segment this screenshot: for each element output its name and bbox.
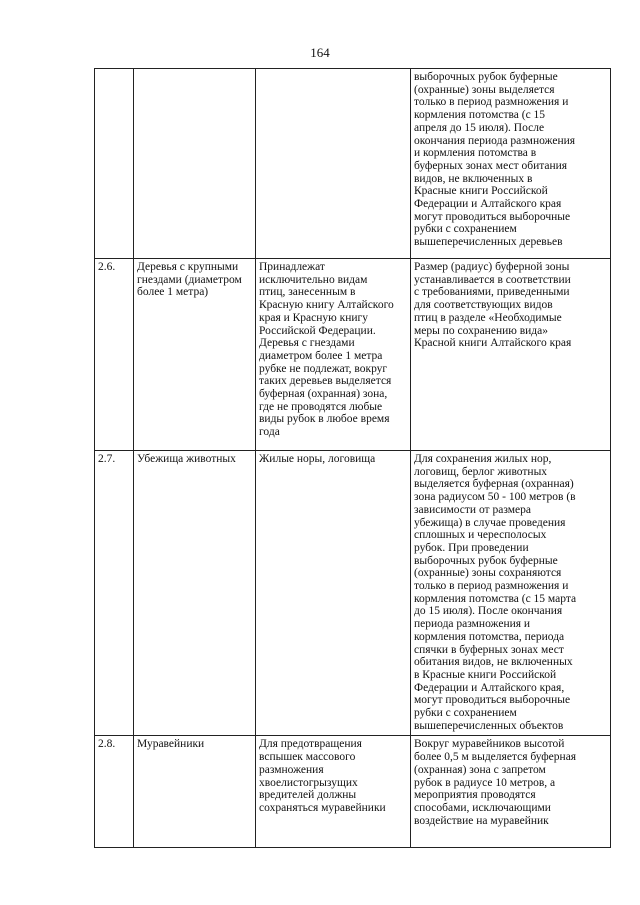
reason-text: Жилые норы, логовища xyxy=(259,453,376,465)
reason-text: Принадлежат исключительно видам птиц, занесенным в Красную книгу Алтайского края и Красную книгу Российской Федерации. Деревья с гнездами диаметром более 1 метра рубке не подлежат, вокруг таких деревьев выделяется буферная (охранная) зона, где не проводятся любые виды рубок в любое время года xyxy=(259,261,394,439)
row-number-cell xyxy=(95,736,134,848)
table-row xyxy=(95,451,611,736)
requirement-cell xyxy=(411,69,611,259)
reason-cell xyxy=(256,259,411,451)
protection-table xyxy=(94,68,611,848)
object-text: Муравейники xyxy=(137,738,205,751)
requirement-text: Размер (радиус) буферной зоны устанавливается в соответствии с требованиями, приведенными для соответствующих видов птиц в разделе «Необходимые меры по сохранению вида» Красной книги Алтайского края xyxy=(414,261,572,350)
object-text: Деревья с крупными гнездами (диаметром более 1 метра) xyxy=(137,261,242,299)
reason-cell xyxy=(256,69,411,259)
row-number: 2.7. xyxy=(98,453,116,465)
table-row xyxy=(95,69,611,259)
reason-cell xyxy=(256,736,411,848)
object-text: Убежища животных xyxy=(137,453,236,465)
requirement-cell xyxy=(411,736,611,848)
row-number: 2.6. xyxy=(98,261,116,273)
object-cell xyxy=(134,69,256,259)
row-number-cell xyxy=(95,69,134,259)
requirement-cell xyxy=(411,259,611,451)
object-cell xyxy=(134,259,256,451)
requirement-text: выборочных рубок буферные (охранные) зоны выделяется только в период размножения и кормления потомства (с 15 апреля до 15 июля). После окончания периода размножения и кормления потомства в буферных зонах мест обитания видов, не включенных в Красные книги Российской Федерации и Алтайского края могут проводиться выборочные рубки с сохранением вышеперечисленных деревьев xyxy=(414,71,576,249)
table-row xyxy=(95,736,611,848)
requirement-cell xyxy=(411,451,611,736)
page-number: 164 xyxy=(310,45,330,60)
table-row xyxy=(95,259,611,451)
object-cell xyxy=(134,451,256,736)
row-number-cell xyxy=(95,259,134,451)
object-cell xyxy=(134,736,256,848)
row-number: 2.8. xyxy=(98,738,116,751)
reason-cell xyxy=(256,451,411,736)
row-number-cell xyxy=(95,451,134,736)
reason-text: Для предотвращения вспышек массового размножения хвоелистогрызущих вредителей должны сохраняться муравейники xyxy=(259,738,386,814)
requirement-text: Вокруг муравейников высотой более 0,5 м выделяется буферная (охранная) зона с запретом рубок в радиусе 10 метров, а мероприятия проводятся способами, исключающими воздействие на муравейник xyxy=(414,738,577,827)
requirement-text: Для сохранения жилых нор, логовищ, берлог животных выделяется буферная (охранная) зона радиусом 50 - 100 метров (в зависимости от размера убежища) в случае проведения сплошных и чересполосых рубок. При проведении выборочных рубок буферные (охранные) зоны сохраняются только в период размножения и кормления потомства (с 15 марта до 15 июля). После окончания периода размножения и кормления потомства, периода спячки в буферных зонах мест обитания видов, не включенных в Красные книги Российской Федерации и Алтайского края, могут проводиться выборочные рубки с сохранением вышеперечисленных объектов xyxy=(414,453,577,732)
